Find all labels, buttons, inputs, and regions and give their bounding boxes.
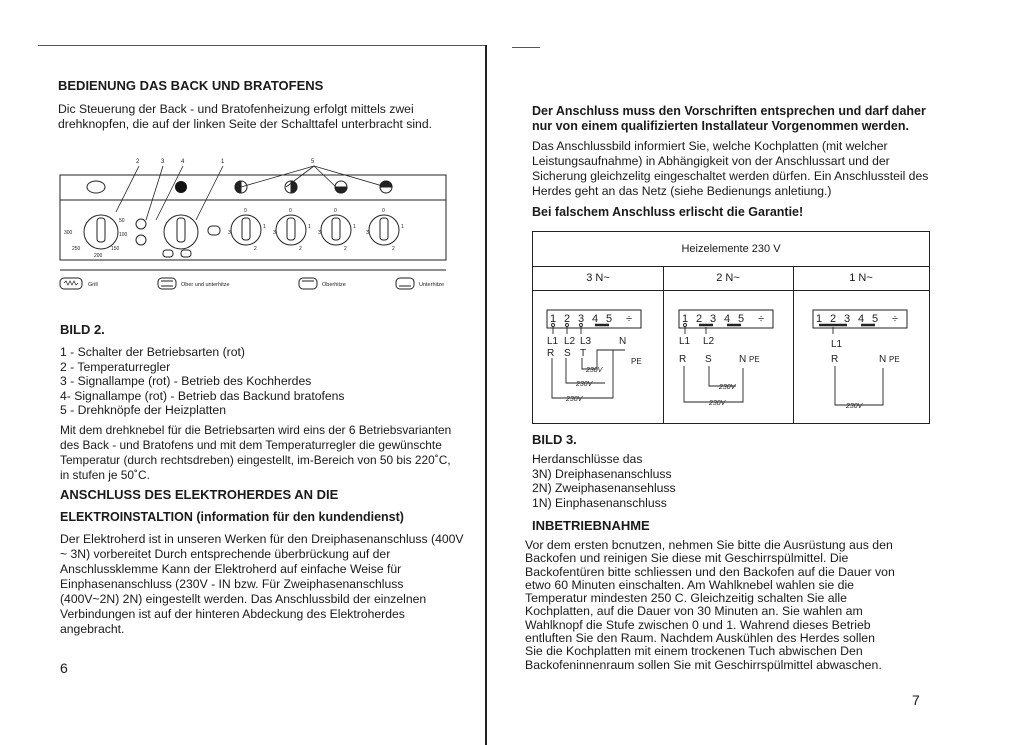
conductor-letter: R [547, 348, 555, 359]
list-item: 1 - Schalter der Betriebsarten (rot) [60, 345, 245, 359]
paragraph-line: Das Anschlussbild informiert Sie, welche Kochplatten (mit welcher [532, 139, 888, 153]
bild3-legend-list [532, 452, 676, 510]
function-selector-knob[interactable] [164, 215, 198, 249]
knob-tick: 2 [254, 246, 257, 252]
terminal-number: ÷ [758, 313, 765, 325]
paragraph-line: angebracht. [60, 622, 125, 636]
bild3-title: BILD 3. [532, 432, 577, 447]
terminal-number: 1 [550, 313, 557, 325]
knob-tick: 1 [263, 224, 266, 230]
paragraph-line: Temperatur mindesten 250 C. Gleichzeitig schalten Sie alle [525, 591, 847, 606]
paragraph-line: Backofentüren bitte schliessen und den Backofen auf die Dauer von [525, 564, 895, 579]
knob-tick: 3 [366, 230, 369, 236]
legend-unterhitze: Unterhitze [419, 282, 445, 288]
hotplate-position-icon [285, 181, 297, 193]
heading-elektroinstaltion: ELEKTROINSTALTION (information für den kundendienst) [60, 510, 404, 524]
column-header-2n: 2 N~ [663, 266, 793, 291]
signal-lamp-icon [136, 219, 146, 229]
heat-mode-icon [208, 226, 220, 235]
knob-tick: 2 [344, 246, 347, 252]
list-item: Herdanschlüsse das [532, 452, 643, 466]
hotplate-knob[interactable] [321, 215, 351, 245]
paragraph-line: Wahlknopf die Stufe zwischen 0 und 1. Wahrend dieses Betrieb [525, 617, 871, 632]
page-number-left: 6 [60, 660, 68, 676]
connection-table [532, 231, 930, 424]
conductor-letter: R [679, 354, 687, 365]
paragraph-line: entluften Sie den Raum. Nachdem Auskühlen des Herdes sollen [525, 631, 875, 646]
list-item: 1N) Einphasenanschluss [532, 495, 667, 510]
paragraph-line: des Back - und Bratofens und mit dem Temperaturregler die gewünschte [60, 438, 442, 452]
knob-tick: 3 [318, 230, 321, 236]
terminal-number: ÷ [892, 313, 899, 325]
paragraph-line: Sicherung gleichzelitg eingeschaltet werden dürfen. Ein Anschlussteil des [532, 169, 929, 183]
terminal-number: ÷ [626, 313, 633, 325]
page-number-right: 7 [912, 692, 920, 708]
callout-1: 1 [221, 159, 225, 165]
knob-tick: 3 [228, 230, 231, 236]
voltage-label: 230V [719, 384, 736, 391]
list-item: 2N) Zweiphasenansehluss [532, 481, 676, 495]
paragraph-line: Backofeninnenraum sollen Sie mit Geschirrspülmittel abwaschen. [525, 657, 882, 672]
phase-label: L2 [703, 336, 715, 347]
knob-tick: 0 [289, 208, 292, 214]
conductor-letter: S [564, 348, 571, 359]
paragraph-line: Herdes geht an das Netz (siehe Bedienungs anletiung.) [532, 184, 832, 198]
paragraph-line: Mit dem drehknebel für die Betriebsarten wird eins der 6 Betriebsvarianten [60, 423, 452, 437]
legend-oberhitze: Oberhitze [322, 282, 346, 288]
voltage-label: 230V [576, 381, 593, 388]
terminal-number: 3 [710, 313, 717, 325]
column-header-3n: 3 N~ [533, 266, 663, 291]
voltage-label: 230V [709, 400, 726, 407]
top-rule-right [512, 47, 540, 48]
knob-tick: 2 [299, 246, 302, 252]
conductor-letter: N [739, 354, 747, 365]
paragraph-line: etwo 60 Minuten einschalten. Am Wahlknebel wahlen sie die [525, 577, 855, 592]
terminal-number: 1 [682, 313, 689, 325]
phase-label: L1 [679, 336, 691, 347]
temp-tick: 100 [119, 232, 128, 238]
installer-warning [532, 104, 926, 134]
phase-label: N [619, 336, 627, 347]
pe-label: PE [889, 355, 900, 364]
callout-3: 3 [161, 159, 165, 165]
paragraph-line: Vor dem ersten bcnutzen, nehmen Sie bitte die Ausrüstung aus den [525, 538, 893, 552]
paragraph-line: in stufen je 50˚C. [60, 468, 150, 482]
knob-tick: 1 [401, 224, 404, 230]
paragraph-line: Verbindungen ist auf der hinteren Abdeckung des Elektroherdes [60, 607, 405, 621]
knob-tick: 0 [382, 208, 385, 214]
control-panel-figure [56, 150, 456, 295]
list-item: 2 - Temperaturregler [60, 359, 171, 374]
knob-tick: 2 [392, 246, 395, 252]
temperature-knob[interactable] [84, 215, 118, 249]
warning-line: Der Anschluss muss den Vorschriften entsprechen und darf daher [532, 104, 926, 118]
phase-label: L1 [547, 336, 559, 347]
heading-anschluss: ANSCHLUSS DES ELEKTROHERDES AN DIE [60, 487, 339, 502]
temp-tick: 50 [119, 218, 125, 224]
paragraph-line: (400V~2N) 2N) eingestellt werden. Das Anschlussbild der einzelnen [60, 592, 427, 606]
voltage-label: 230V [846, 403, 863, 410]
terminal-number: 5 [872, 313, 879, 325]
heading-bedienung: BEDIENUNG DAS BACK UND BRATOFENS [58, 78, 324, 93]
conductor-letter: R [831, 354, 839, 365]
terminal-number: 2 [564, 313, 571, 325]
wiring-diagrams [533, 292, 929, 423]
terminal-number: 4 [858, 313, 865, 325]
table-title: Heizelemente 230 V [533, 232, 929, 267]
hotplate-knob[interactable] [231, 215, 261, 245]
voltage-label: 230V [586, 367, 603, 374]
phase-label: L2 [564, 336, 576, 347]
guarantee-warning: Bei falschem Anschluss erlischt die Garantie! [532, 205, 804, 219]
temp-tick: 200 [94, 253, 103, 259]
terminal-number: 4 [592, 313, 599, 325]
temp-tick: 150 [111, 246, 120, 252]
callout-2: 2 [136, 159, 140, 165]
heat-mode-icon [181, 250, 191, 257]
terminal-number: 4 [724, 313, 731, 325]
terminal-number: 5 [606, 313, 613, 325]
callout-4: 4 [181, 159, 185, 165]
knob-tick: 1 [308, 224, 311, 230]
knob-tick: 0 [334, 208, 337, 214]
paragraph-line: Einphasenanschluss (230V - IN bzw. Für Zweiphasenanschluss [60, 577, 404, 591]
wiring-2n [679, 310, 773, 407]
temp-tick: 250 [72, 246, 81, 252]
paragraph-line: Backofen und reinigen Sie diese mit Geschirrspülmittel. Die [525, 551, 849, 566]
knob-tick: 0 [244, 208, 247, 214]
knob-tick: 3 [273, 230, 276, 236]
bottom-heat-icon [396, 278, 414, 289]
list-item: 3 - Signallampe (rot) - Betrieb des Kochherdes [60, 374, 312, 388]
list-item: 3N) Dreiphasenanschluss [532, 466, 672, 481]
top-bottom-heat-icon [158, 278, 176, 289]
operation-paragraph [60, 423, 451, 483]
intro-line: Dic Steuerung der Back - und Bratofenheizung erfolgt mittels zwei [58, 102, 414, 116]
terminal-number: 2 [830, 313, 837, 325]
paragraph-line: Anschlussklemme Kann der Elektroherd auf einfache Weise für [60, 562, 402, 576]
temp-tick: 300 [64, 230, 73, 236]
paragraph-line: Der Elektroherd ist in unseren Werken für den Dreiphasenanschluss (400V [60, 532, 464, 546]
terminal-number: 3 [844, 313, 851, 325]
bild2-title: BILD 2. [60, 322, 105, 337]
hotplate-knob[interactable] [369, 215, 399, 245]
left-page [0, 0, 490, 745]
conductor-letter: T [580, 348, 587, 359]
terminal-number: 2 [696, 313, 703, 325]
phase-label: L1 [831, 339, 843, 350]
phase-label: L3 [580, 336, 592, 347]
signal-lamp-icon [136, 235, 146, 245]
wiring-3n [547, 310, 642, 403]
callout-5: 5 [311, 159, 315, 165]
terminal-number: 1 [816, 313, 823, 325]
hotplate-position-icon [335, 181, 347, 193]
terminal-number: 5 [738, 313, 745, 325]
voltage-label: 230V [566, 396, 583, 403]
heading-inbetriebnahme: INBETRIEBNAHME [532, 518, 650, 533]
intro-line: drehknopfen, die auf der linken Seite der Schalttafel unterbracht sind. [58, 117, 432, 131]
bild2-legend-list [60, 345, 345, 418]
knob-tick: 1 [353, 224, 356, 230]
legend-ober-unterhitze: Ober und unterhitze [181, 282, 230, 288]
intro-paragraph [58, 102, 432, 132]
warning-line: nur von einem qualifizierten Installateur Vorgenommen werden. [532, 119, 909, 133]
paragraph-line: ~ 3N) vorbereitet Durch entsprechende überbrückung auf der [60, 547, 391, 561]
paragraph-line: Kochplatten, auf die Dauer von 30 Minuten an. Sie wahlen am [525, 604, 863, 619]
commissioning-paragraph [525, 539, 895, 672]
paragraph-line: Sie die Kochplatten mit einem trockenen Tuch abwischen Den [525, 644, 863, 659]
heat-mode-icon [163, 250, 173, 257]
hotplate-knob[interactable] [276, 215, 306, 245]
wiring-1n [813, 310, 907, 410]
hotplate-position-icon [380, 181, 392, 193]
hotplate-position-icon [235, 181, 247, 193]
paragraph-line: Leistungsaufnahme) in Abhängigkeit von der Anschlussart und der [532, 154, 890, 168]
oven-light-icon [87, 181, 105, 193]
pe-label: PE [749, 355, 760, 364]
installation-paragraph [60, 532, 464, 637]
connection-info-paragraph [532, 139, 928, 199]
paragraph-line: Temperatur (durch rechtsdreben) eingestellt, im-Bereich von 50 bis 220˚C, [60, 453, 451, 467]
column-header-1n: 1 N~ [793, 266, 929, 291]
legend-grill: Grill [88, 282, 98, 288]
top-strip [87, 181, 392, 193]
top-heat-icon [299, 278, 317, 289]
list-item: 4- Signallampe (rot) - Betrieb das Backund bratofens [60, 388, 345, 403]
terminal-number: 3 [578, 313, 585, 325]
pe-label: PE [631, 357, 642, 366]
list-item: 5 - Drehknöpfe der Heizplatten [60, 403, 226, 417]
conductor-letter: S [705, 354, 712, 365]
signal-lamp-icon [175, 181, 187, 193]
conductor-letter: N [879, 354, 887, 365]
